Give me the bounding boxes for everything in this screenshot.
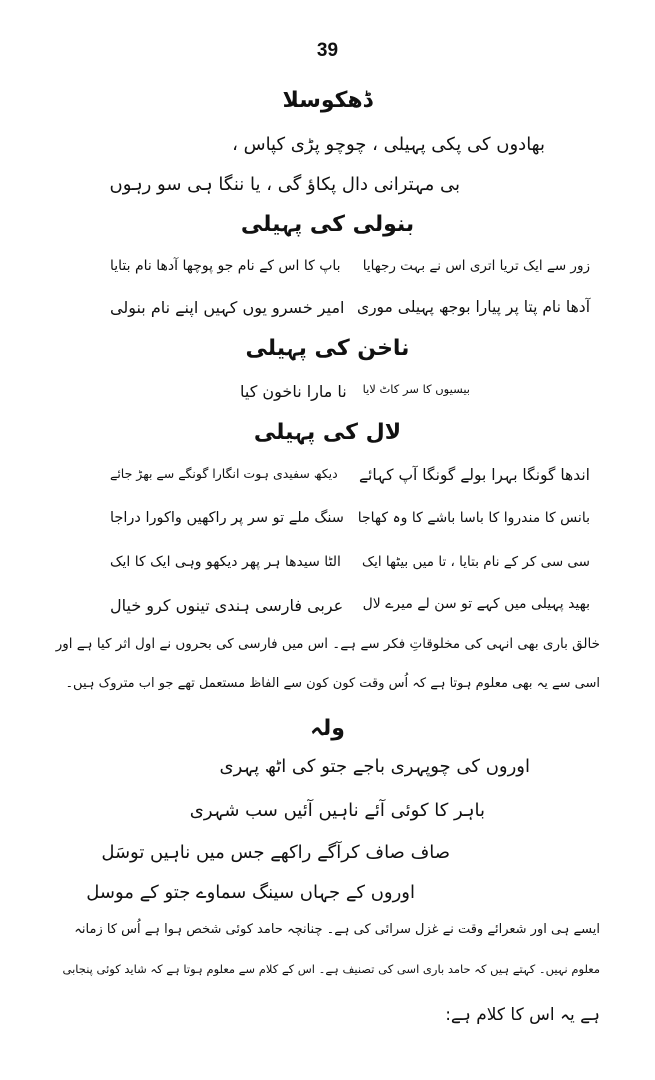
couplet-misra-2: دیکھ سفیدی ہوت انگارا گونگے سے بھڑ جائے xyxy=(110,466,338,481)
lal-couplet-2 xyxy=(110,510,590,540)
prose-1-line-2: اسی سے یہ بھی معلوم ہوتا ہے کہ اُس وقت کون کون سے الفاظ مستعمل تھے جو اب متروک ہیں۔ xyxy=(65,676,600,691)
walahu-line-4: اوروں کے جہاں سینگ سماوے جتو کے موسل xyxy=(86,882,415,903)
couplet-misra-1: سی سی کر کے نام بتایا ، تا میں بیٹھا ایک xyxy=(362,554,590,570)
heading-banoli: بنولی کی پہیلی xyxy=(240,212,415,237)
couplet-misra-1: بھید پہیلی میں کہے تو سن لے میرے لال xyxy=(362,596,590,612)
dhakosla-line-1: بھادوں کی پکی پہیلی ، چوچو پڑی کپاس ، xyxy=(232,134,545,155)
couplet-misra-1: اندھا گونگا بہرا بولے گونگا آپ کہائے xyxy=(358,466,590,484)
prose-2-line-2: معلوم نہیں۔ کہتے ہیں کہ حامد باری اسی کی تصنیف ہے۔ اس کے کلام سے معلوم ہوتا ہے کہ شاید کوئی پنجابی xyxy=(62,962,600,976)
lal-couplet-4 xyxy=(110,596,590,626)
lal-couplet-3 xyxy=(110,554,590,584)
heading-walahu: ولہ xyxy=(310,716,345,741)
couplet-misra-2: الٹا سیدھا ہر پھر دیکھو وہی ایک کا ایک xyxy=(110,554,341,570)
banoli-couplet-1 xyxy=(110,258,590,288)
couplet-misra-2: نا مارا ناخون کیا xyxy=(240,382,347,401)
heading-lal: لال کی پہیلی xyxy=(253,420,402,445)
couplet-misra-2: عربی فارسی ہندی تینوں کرو خیال xyxy=(110,596,344,615)
couplet-misra-1: بانس کا مندروا کا باسا باشے کا وہ کھاجا xyxy=(357,510,590,526)
lal-couplet-1 xyxy=(110,466,590,496)
prose-1-line-1: خالق باری بھی انہی کی مخلوقاتِ فکر سے ہے۔ اس میں فارسی کی بحروں نے اول اثر کیا ہے اور xyxy=(55,636,600,652)
couplet-misra-2: امیر خسرو یوں کہیں اپنے نام بنولی xyxy=(110,298,345,317)
walahu-line-3: صاف صاف کرآگے راکھے جس میں ناہیں توسَل xyxy=(101,842,450,863)
dhakosla-line-2: بی مہترانی دال پکاؤ گی ، یا ننگا ہی سو رہوں xyxy=(109,174,460,195)
prose-2-line-3: ہے یہ اس کا کلام ہے: xyxy=(445,1005,600,1025)
page-number: 39 xyxy=(316,40,339,61)
banoli-couplet-2 xyxy=(110,298,590,328)
heading-nakhun: ناخن کی پہیلی xyxy=(245,336,410,361)
couplet-misra-1: زور سے ایک تریا اتری اس نے بہت رجھایا xyxy=(362,258,590,274)
couplet-misra-2: باپ کا اس کے نام جو پوچھا آدھا نام بتایا xyxy=(110,258,341,274)
couplet-misra-2: سنگ ملے تو سر پر راکھیں واکورا دراجا xyxy=(110,510,344,526)
heading-dhakosla: ڈھکوسلا xyxy=(282,88,373,113)
nakhun-couplet-1 xyxy=(240,382,470,412)
walahu-line-1: اوروں کی چوپہری باجے جتو کی اٹھ پہری xyxy=(219,756,530,777)
couplet-misra-1: بیسیوں کا سر کاٹ لایا xyxy=(362,382,470,396)
prose-2-line-1: ایسے ہی اور شعرائے وقت نے غزل سرائی کی ہے۔ چنانچہ حامد کوئی شخص ہوا ہے اُس کا زمانہ xyxy=(74,922,600,937)
couplet-misra-1: آدھا نام پتا پر پیارا بوجھ پہیلی موری xyxy=(356,298,590,316)
walahu-line-2: باہر کا کوئی آئے ناہیں آئیں سب شہری xyxy=(189,800,485,821)
